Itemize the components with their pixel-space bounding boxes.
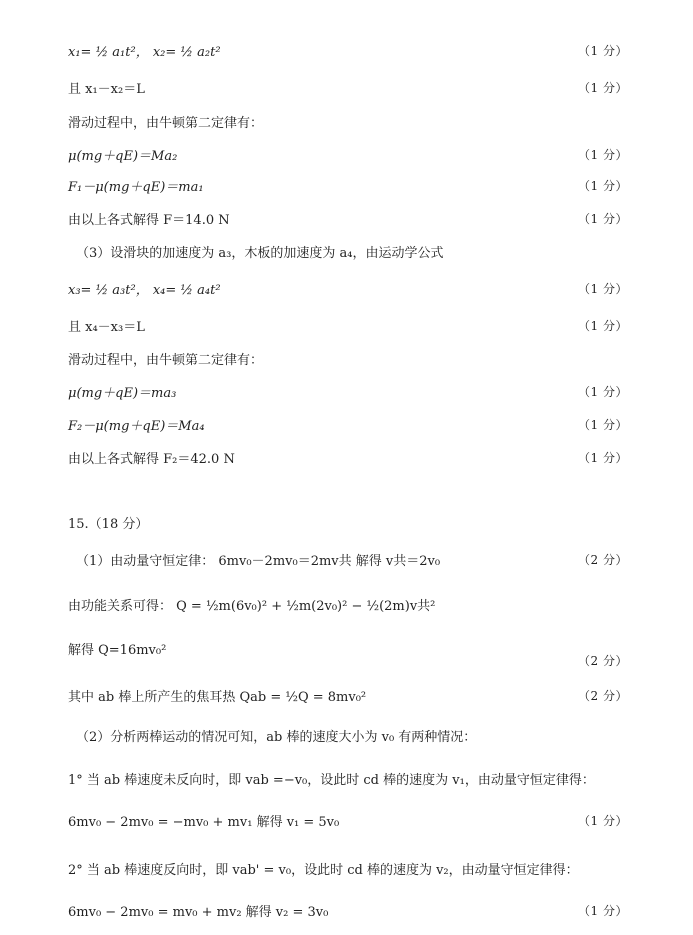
result-line [68,205,628,231]
formula-line [68,275,628,301]
formula-line [68,591,628,617]
score-label: （1 分） [578,80,628,95]
line-text: 由以上各式解得 F＝14.0 N [68,212,230,228]
line-text: 且 x₄－x₃＝L [68,319,145,335]
text-line [68,238,628,264]
score-label: （2 分） [578,552,628,567]
score-label: （1 分） [578,43,628,58]
line-text: 由以上各式解得 F₂＝42.0 N [68,451,235,467]
line-text: （2）分析两棒运动的情况可知，ab 棒的速度大小为 v₀ 有两种情况： [76,729,477,745]
text-line [68,345,628,371]
line-text: 6mv₀ − 2mv₀ = −mv₀ + mv₁ 解得 v₁ = 5v₀ [68,814,340,830]
formula-line [68,74,628,100]
line-text: F₂－μ(mg＋qE)＝Ma₄ [68,418,205,434]
formula-line [68,411,628,437]
score-label: （1 分） [578,450,628,465]
line-text: 滑动过程中，由牛顿第二定律有： [68,352,264,368]
score-label: （1 分） [578,813,628,828]
line-text: x₃= ½ a₃t²， x₄= ½ a₄t² [68,282,221,298]
formula-line [68,312,628,338]
score-only-line [68,647,628,673]
score-label: （1 分） [578,318,628,333]
line-text: 滑动过程中，由牛顿第二定律有： [68,115,264,131]
line-text: x₁= ½ a₁t²， x₂= ½ a₂t² [68,44,221,60]
formula-line [68,37,628,63]
line-text: 且 x₁－x₂＝L [68,81,145,97]
score-label: （1 分） [578,178,628,193]
formula-line [68,546,628,572]
formula-line [68,141,628,167]
score-label: （1 分） [578,281,628,296]
line-text: μ(mg＋qE)＝ma₃ [68,385,177,401]
line-text: 2° 当 ab 棒速度反向时，即 vab' = v₀，设此时 cd 棒的速度为 v₂，由动量守恒定律得： [68,862,579,878]
text-line [68,108,628,134]
line-text: 6mv₀ − 2mv₀ = mv₀ + mv₂ 解得 v₂ = 3v₀ [68,904,329,920]
score-label: （2 分） [578,653,628,668]
score-label: （2 分） [578,688,628,703]
line-text: 由功能关系可得： Q = ½m(6v₀)² + ½m(2v₀)² − ½(2m)v共² [68,598,436,614]
formula-line [68,897,628,923]
score-label: （1 分） [578,211,628,226]
score-label: （1 分） [578,147,628,162]
score-label: （1 分） [578,384,628,399]
line-text: 1° 当 ab 棒速度未反向时，即 vab =−v₀，设此时 cd 棒的速度为 v₁，由动量守恒定律得： [68,772,595,788]
line-text: F₁－μ(mg＋qE)＝ma₁ [68,179,204,195]
formula-line [68,172,628,198]
formula-line [68,807,628,833]
line-text: 15.（18 分） [68,516,149,532]
line-text: （3）设滑块的加速度为 a₃，木板的加速度为 a₄，由运动学公式 [76,245,444,261]
score-label: （1 分） [578,903,628,918]
question-heading [68,509,628,535]
line-text: μ(mg＋qE)＝Ma₂ [68,148,178,164]
result-line [68,444,628,470]
case-line [68,765,628,791]
formula-line [68,682,628,708]
formula-line [68,378,628,404]
line-text: 解得 Q=16mv₀² [68,642,167,658]
line-text: 其中 ab 棒上所产生的焦耳热 Qab = ½Q = 8mv₀² [68,689,367,705]
line-text: （1）由动量守恒定律： 6mv₀－2mv₀＝2mv共 解得 v共＝2v₀ [76,553,441,569]
case-line [68,855,628,881]
score-label: （1 分） [578,417,628,432]
text-line [68,722,628,748]
